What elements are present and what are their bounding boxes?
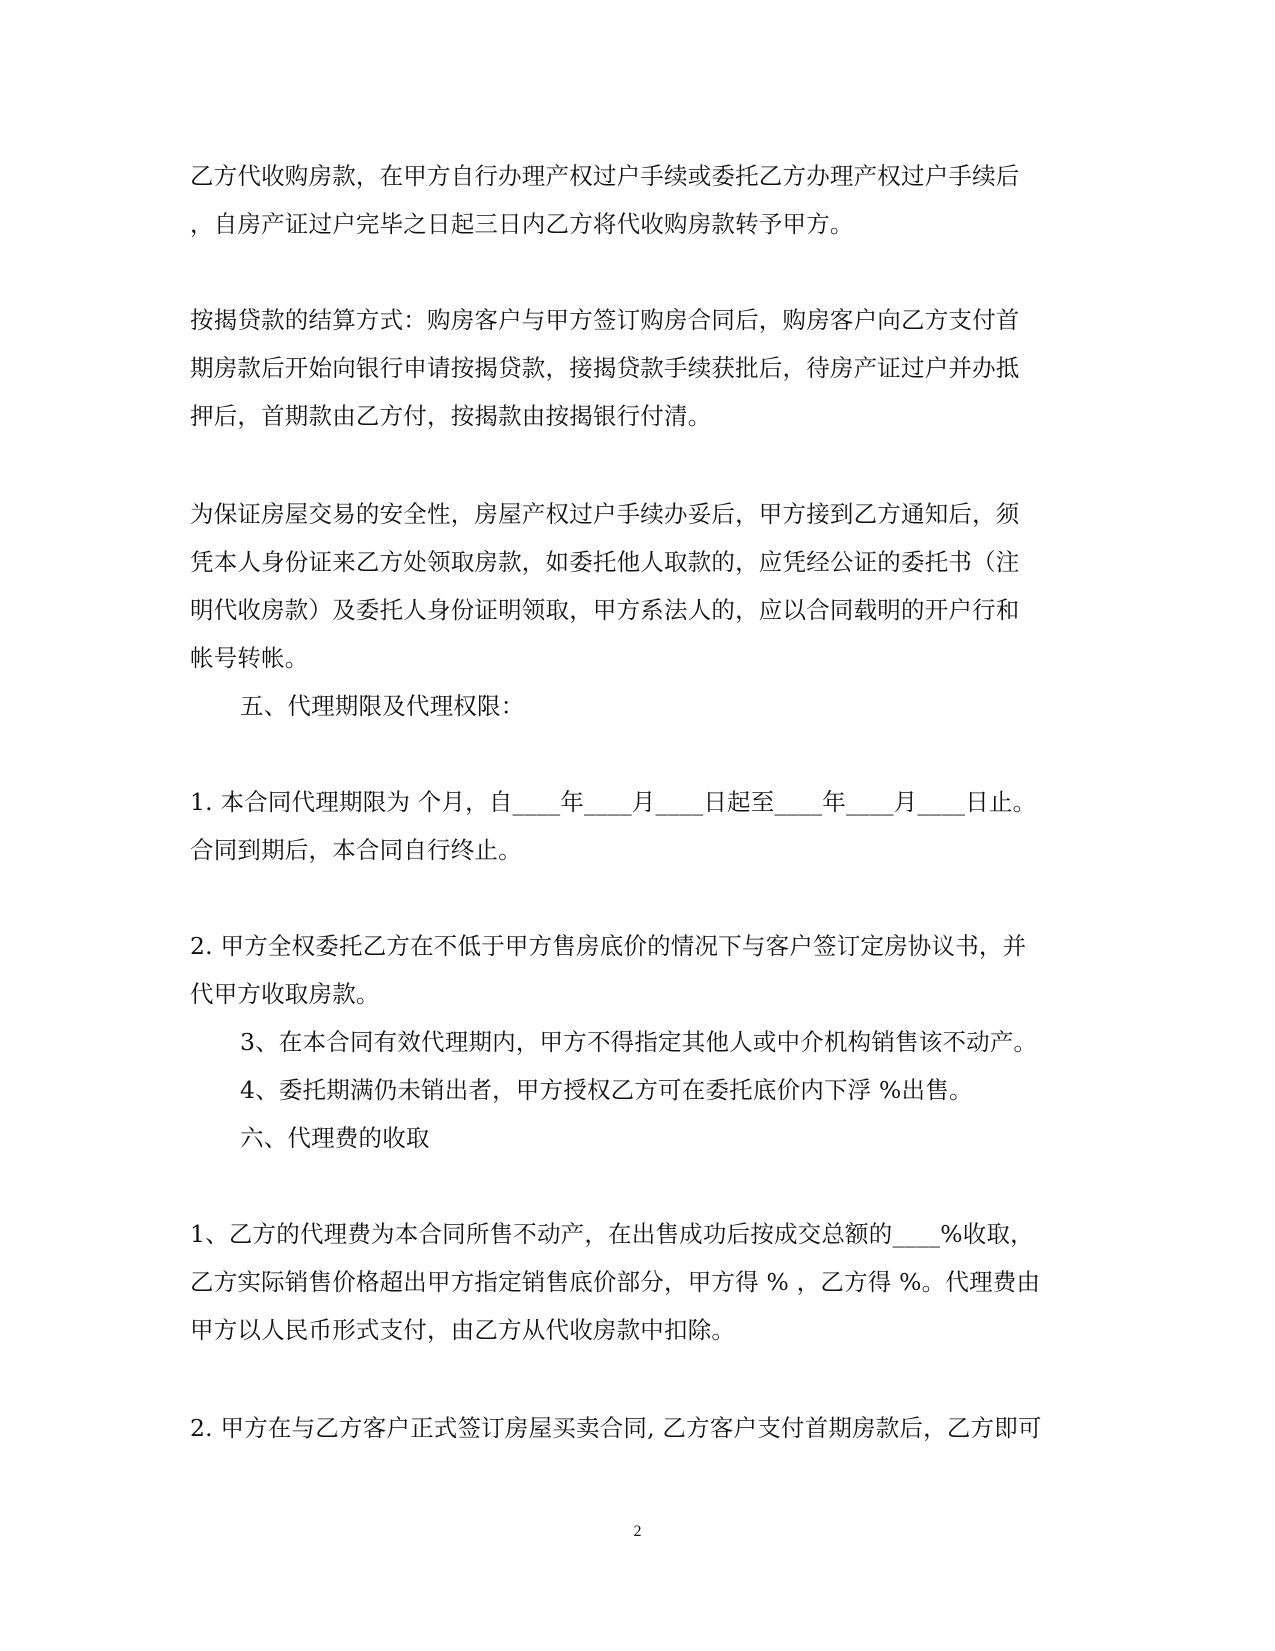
document-body (190, 152, 1090, 1452)
clause-5-4 (190, 1066, 1090, 1114)
clause-5-1 (190, 778, 1090, 874)
text-line: 按揭贷款的结算方式：购房客户与甲方签订购房合同后，购房客户向乙方支付首 (190, 306, 1020, 334)
page-number: 2 (633, 1523, 642, 1540)
text-line: 1. 本合同代理期限为 个月，自____年____月____日起至____年____月____日止。 (190, 788, 1037, 816)
section-heading-6 (190, 1114, 1090, 1162)
section-heading-5 (190, 682, 1090, 730)
heading-text: 六、代理费的收取 (240, 1124, 430, 1152)
text-line: 4、委托期满仍未销出者，甲方授权乙方可在委托底价内下浮 %出售。 (240, 1076, 973, 1104)
clause-6-2 (190, 1404, 1090, 1452)
text-line: 明代收房款）及委托人身份证明领取，甲方系法人的，应以合同载明的开户行和 (190, 596, 1020, 624)
text-line: 乙方代收购房款，在甲方自行办理产权过户手续或委托乙方办理产权过户手续后 (190, 162, 1020, 190)
clause-5-2 (190, 922, 1090, 1018)
paragraph-mortgage-settlement (190, 296, 1090, 440)
clause-5-3 (190, 1018, 1090, 1066)
text-line: 代甲方收取房款。 (190, 980, 380, 1008)
text-line: 押后，首期款由乙方付，按揭款由按揭银行付清。 (190, 402, 712, 430)
text-line: 2. 甲方在与乙方客户正式签订房屋买卖合同, 乙方客户支付首期房款后，乙方即可 (190, 1414, 1042, 1442)
text-line: 甲方以人民币形式支付，由乙方从代收房款中扣除。 (190, 1316, 736, 1344)
text-line: 2. 甲方全权委托乙方在不低于甲方售房底价的情况下与客户签订定房协议书，并 (190, 932, 1027, 960)
heading-text: 五、代理期限及代理权限： (240, 692, 525, 720)
text-line: 期房款后开始向银行申请按揭贷款，接揭贷款手续获批后，待房产证过户并办抵 (190, 354, 1020, 382)
text-line: 帐号转帐。 (190, 644, 309, 672)
paragraph-proxy-collection (190, 152, 1090, 248)
text-line: 1、乙方的代理费为本合同所售不动产，在出售成功后按成交总额的____%收取， (190, 1220, 1034, 1248)
text-line: ，自房产证过户完毕之日起三日内乙方将代收购房款转予甲方。 (190, 210, 854, 238)
text-line: 合同到期后，本合同自行终止。 (190, 836, 522, 864)
text-line: 为保证房屋交易的安全性，房屋产权过户手续办妥后，甲方接到乙方通知后，须 (190, 500, 1020, 528)
text-line: 3、在本合同有效代理期内，甲方不得指定其他人或中介机构销售该不动产。 (240, 1028, 1038, 1056)
clause-6-1 (190, 1210, 1090, 1354)
text-line: 乙方实际销售价格超出甲方指定销售底价部分，甲方得 % ，乙方得 %。代理费由 (190, 1268, 1041, 1296)
paragraph-transaction-safety (190, 490, 1090, 682)
text-line: 凭本人身份证来乙方处领取房款，如委托他人取款的，应凭经公证的委托书（注 (190, 548, 1020, 576)
